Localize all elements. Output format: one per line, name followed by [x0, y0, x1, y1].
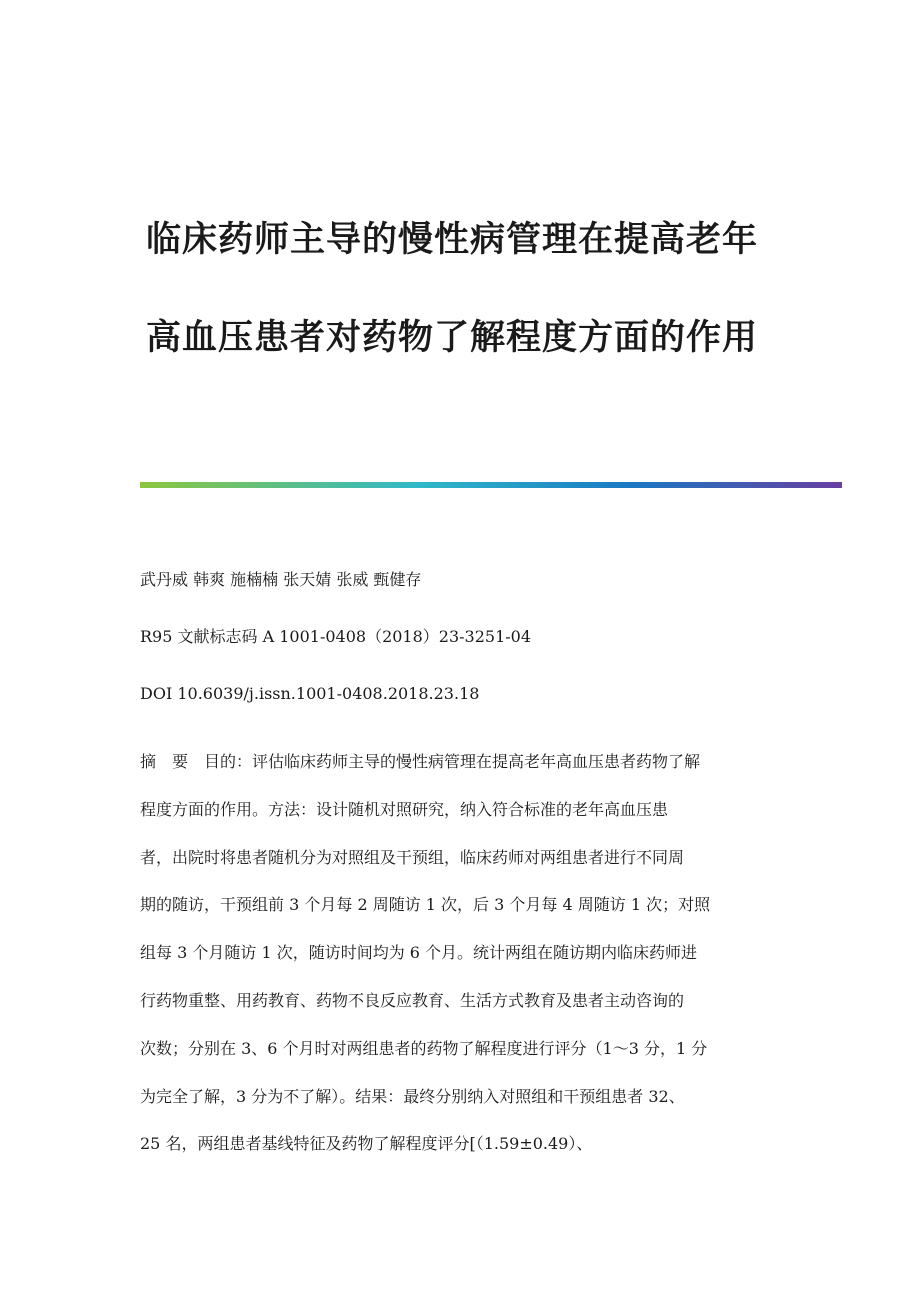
- doi: DOI 10.6039/j.issn.1001-0408.2018.23.18: [140, 684, 480, 703]
- abstract-line: 次数；分别在 3、6 个月时对两组患者的药物了解程度进行评分（1～3 分，1 分: [140, 1038, 708, 1058]
- abstract-line: 为完全了解，3 分为不了解）。结果：最终分别纳入对照组和干预组患者 32、: [140, 1086, 685, 1106]
- abstract-line: 组每 3 个月随访 1 次，随访时间均为 6 个月。统计两组在随访期内临床药师进: [140, 943, 698, 963]
- paper-title-line-2: 高血压患者对药物了解程度方面的作用: [146, 318, 759, 358]
- abstract-line: 者，出院时将患者随机分为对照组及干预组，临床药师对两组患者进行不同周: [140, 847, 685, 867]
- classification-code: R95 文献标志码 A 1001-0408（2018）23-3251-04: [140, 627, 532, 646]
- abstract-line: 程度方面的作用。方法：设计随机对照研究，纳入符合标准的老年高血压患: [140, 799, 669, 819]
- paper-title-line-1: 临床药师主导的慢性病管理在提高老年: [146, 220, 759, 260]
- gradient-divider: [140, 482, 842, 488]
- authors: 武丹威 韩爽 施楠楠 张天婧 张威 甄健存: [140, 570, 422, 589]
- abstract: [140, 738, 780, 1168]
- abstract-line: 行药物重整、用药教育、药物不良反应教育、生活方式教育及患者主动咨询的: [140, 990, 685, 1010]
- abstract-line: 期的随访，干预组前 3 个月每 2 周随访 1 次，后 3 个月每 4 周随访 1 次；对照: [140, 895, 711, 915]
- abstract-line: 摘 要 目的：评估临床药师主导的慢性病管理在提高老年高血压患者药物了解: [140, 752, 701, 771]
- abstract-line: 25 名，两组患者基线特征及药物了解程度评分[（1.59±0.49）、: [140, 1134, 593, 1154]
